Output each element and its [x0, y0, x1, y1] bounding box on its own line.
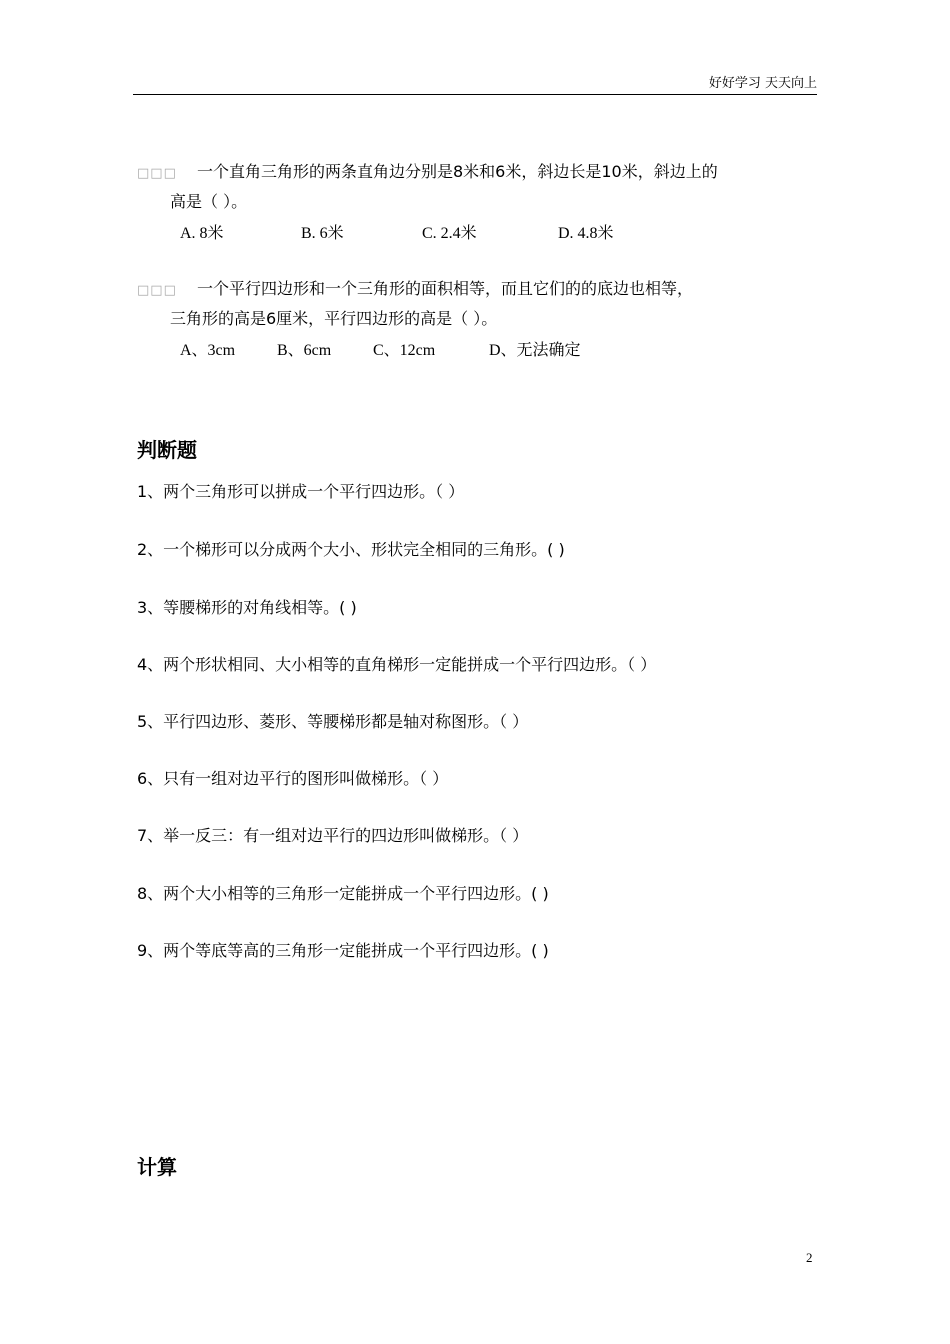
judge-item-7: 7、举一反三：有一组对边平行的四边形叫做梯形。（ ）: [137, 826, 529, 845]
judge-item-9: 9、两个等底等高的三角形一定能拼成一个平行四边形。( ): [137, 941, 549, 960]
question-number: □□□: [137, 166, 177, 181]
judge-item-2: 2、一个梯形可以分成两个大小、形状完全相同的三角形。( ): [137, 540, 565, 559]
section-title-judge: 判断题: [137, 438, 197, 462]
header-motto: 好好学习 天天向上: [708, 76, 817, 91]
option-a: A. 8米: [180, 225, 224, 242]
option-b: B、6cm: [277, 342, 332, 359]
question-text-line2: 高是（ ）。: [170, 192, 248, 211]
option-b: B. 6米: [301, 225, 344, 242]
question-text-line2: 三角形的高是6厘米，平行四边形的高是（ ）。: [170, 309, 498, 328]
judge-item-8: 8、两个大小相等的三角形一定能拼成一个平行四边形。( ): [137, 884, 549, 903]
option-d: D、无法确定: [489, 342, 581, 359]
judge-item-3: 3、等腰梯形的对角线相等。( ): [137, 598, 357, 617]
judge-item-5: 5、平行四边形、菱形、等腰梯形都是轴对称图形。（ ）: [137, 712, 529, 731]
question-number: □□□: [137, 283, 177, 298]
judge-item-1: 1、两个三角形可以拼成一个平行四边形。（ ）: [137, 482, 465, 501]
option-a: A、3cm: [180, 342, 236, 359]
page-header: [133, 70, 817, 95]
option-c: C、12cm: [373, 342, 436, 359]
option-d: D. 4.8米: [558, 225, 614, 242]
question-text-line1: 一个直角三角形的两条直角边分别是8米和6米，斜边长是10米，斜边上的: [197, 162, 718, 181]
mc-question-2: [137, 275, 693, 333]
question-text-line1: 一个平行四边形和一个三角形的面积相等，而且它们的的底边也相等，: [197, 279, 694, 298]
section-title-calc: 计算: [137, 1155, 177, 1179]
judge-item-6: 6、只有一组对边平行的图形叫做梯形。（ ）: [137, 769, 449, 788]
judge-item-4: 4、两个形状相同、大小相等的直角梯形一定能拼成一个平行四边形。（ ）: [137, 655, 657, 674]
option-c: C. 2.4米: [422, 225, 477, 242]
mc-question-1: [137, 158, 718, 216]
page-number: 2: [806, 1250, 813, 1265]
